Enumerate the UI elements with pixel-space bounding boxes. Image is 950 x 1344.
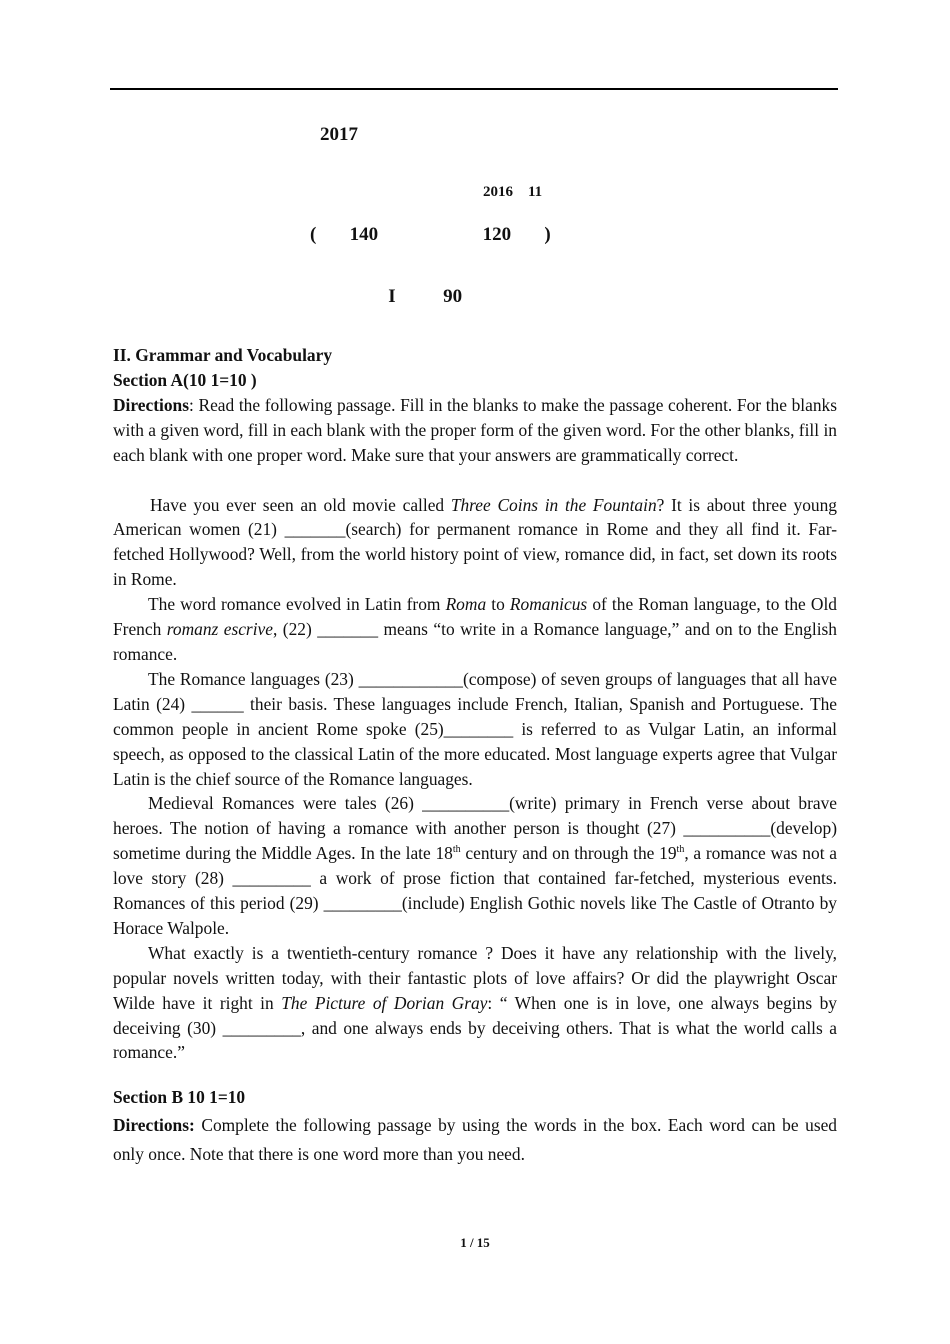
page-number: 1 / 15 (460, 1235, 490, 1250)
section-title: II. Grammar and Vocabulary (113, 345, 333, 365)
section-a-directions (113, 393, 837, 468)
exam-content (113, 343, 837, 1169)
directions-label: Directions (113, 394, 189, 415)
section-a-title: Section A(10 1=10 ) (113, 369, 257, 390)
section-b-title: Section B 10 1=10 (113, 1087, 246, 1108)
exam-title-part1: 2017 (320, 124, 363, 145)
top-rule (110, 88, 838, 90)
passage-paragraph-5: What exactly is a twentieth-century romance ? Does it have any relationship with the lively, popular novels written today, with their fantastic plots of love affairs? Or did the playwright Oscar Wilde have it right in The Picture of Dorian Gray: “ When one is in love, one always begins by deceiving (30) _________, and one always ends by deceiving others. That is what the world calls a romance.” (113, 942, 837, 1063)
passage-paragraph-3: The Romance languages (23) ____________(compose) of seven groups of languages that all have Latin (24) ______ their basis. These languages include French, Italian, Spanish and Portuguese. The common people in ancient Rome spoke (25)________ is referred to as Vulgar Latin, an informal speech, as opposed to the classical Latin of the more educated. Most language experts agree that Vulgar Latin is the chief source of the Romance languages. (113, 668, 837, 789)
exam-info-line: ( 140 120 ) (310, 224, 551, 245)
exam-date: 2016 11 (483, 184, 546, 200)
directions-text: : Read the following passage. Fill in the blanks to make the passage coherent. For the blanks with a given word, fill in each blank with the proper form of the given word. For the other blanks, fill in each blank with one proper word. Make sure that your answers are grammatically correct. (113, 394, 837, 465)
movie-title: Three Coins in the Fountain (450, 494, 657, 515)
passage-paragraph-2: The word romance evolved in Latin from Roma to Romanicus of the Roman language, to the Old French romanz escrive, (22) _______ means “to write in a Romance language,” and on to the English romance. (113, 594, 838, 664)
passage-paragraph-1: Have you ever seen an old movie called Three Coins in the Fountain? It is about three young American women (21) _______(search) for permanent romance in Rome and they all find it. Far-fetched Hollywood? Well, from the world history point of view, romance did, in fact, set down its roots in Rome. (113, 494, 837, 590)
passage-paragraph-4: Medieval Romances were tales (26) __________(write) primary in French verse about brave heroes. The notion of having a romance with another person is thought (27) __________(develop) sometime during the Middle Ages. In the late 18th century and on through the 19th, a romance was not a love story (28) _________ a work of prose fiction that contained far-fetched, mysterious events. Romances of this period (29) _________(include) English Gothic novels like The Castle of Otranto by Horace Walpole. (113, 793, 837, 938)
book-title: The Picture of Dorian Gray (281, 992, 488, 1013)
section-b-directions: Directions: Complete the following passage by using the words in the box. Each word can be used only once. Note that there is one word more than you need. (113, 1115, 837, 1165)
part-heading: I 90 (374, 286, 472, 307)
